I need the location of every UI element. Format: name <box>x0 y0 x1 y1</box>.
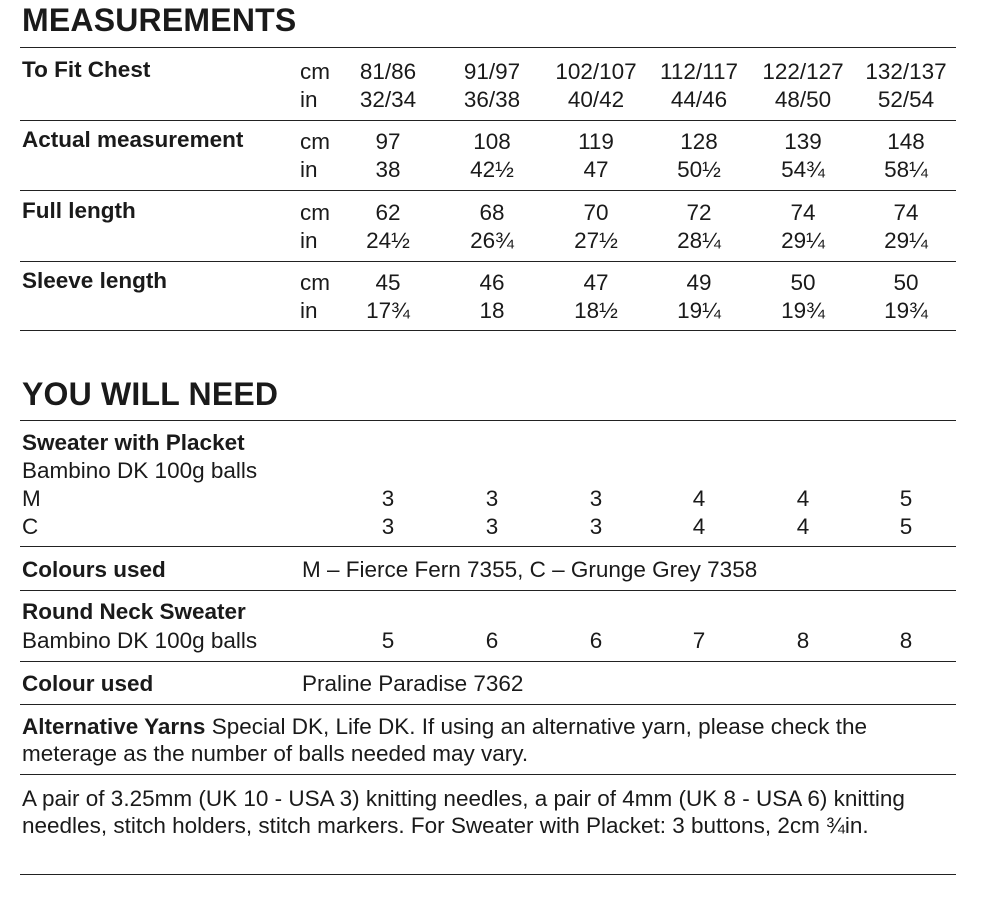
actual-cm-2: 108 <box>473 129 511 154</box>
sleeve-cm-5: 50 <box>790 270 816 295</box>
chest-cm-1: 81/86 <box>359 59 417 84</box>
actual-cm-6: 148 <box>887 129 925 154</box>
row-label-actual-measurement: Actual measurement <box>22 127 244 152</box>
round-neck-balls-4: 7 <box>692 628 706 653</box>
colour-used-value: Praline Paradise 7362 <box>302 671 524 696</box>
divider <box>20 190 956 191</box>
unit-in: in <box>300 87 318 112</box>
row-label-full-length: Full length <box>22 198 136 223</box>
actual-in-1: 38 <box>375 157 401 182</box>
sleeve-in-5: 19¾ <box>781 298 825 323</box>
length-cm-4: 72 <box>686 200 712 225</box>
length-cm-5: 74 <box>790 200 816 225</box>
chest-cm-3: 102/107 <box>555 59 637 84</box>
length-in-6: 29¼ <box>884 228 928 253</box>
length-in-4: 28¼ <box>677 228 721 253</box>
colour-used-label: Colour used <box>22 671 154 696</box>
round-neck-heading: Round Neck Sweater <box>22 599 246 624</box>
divider <box>20 120 956 121</box>
row-label-sleeve-length: Sleeve length <box>22 268 168 293</box>
placket-m-4: 4 <box>692 486 706 511</box>
sleeve-in-4: 19¼ <box>677 298 721 323</box>
actual-cm-5: 139 <box>784 129 822 154</box>
sleeve-cm-2: 46 <box>479 270 505 295</box>
placket-c-4: 4 <box>692 514 706 539</box>
length-in-2: 26¾ <box>470 228 514 253</box>
actual-cm-4: 128 <box>680 129 718 154</box>
sleeve-in-1: 17¾ <box>366 298 410 323</box>
chest-in-4: 44/46 <box>670 87 728 112</box>
divider <box>20 590 956 591</box>
actual-in-2: 42½ <box>470 157 514 182</box>
sleeve-cm-3: 47 <box>583 270 609 295</box>
unit-in: in <box>300 298 318 323</box>
round-neck-yarn: Bambino DK 100g balls <box>22 628 258 653</box>
colours-used-value: M – Fierce Fern 7355, C – Grunge Grey 7358 <box>302 557 758 582</box>
sleeve-in-6: 19¾ <box>884 298 928 323</box>
placket-yarn: Bambino DK 100g balls <box>22 458 258 483</box>
placket-m-1: 3 <box>381 486 395 511</box>
length-cm-1: 62 <box>375 200 401 225</box>
divider <box>20 774 956 775</box>
divider <box>20 704 956 705</box>
chest-in-5: 48/50 <box>774 87 832 112</box>
sleeve-cm-6: 50 <box>893 270 919 295</box>
alternative-yarns-label: Alternative Yarns <box>22 714 206 739</box>
actual-in-6: 58¼ <box>884 157 928 182</box>
unit-in: in <box>300 157 318 182</box>
sleeve-cm-1: 45 <box>375 270 401 295</box>
length-cm-3: 70 <box>583 200 609 225</box>
placket-c-label: C <box>22 514 39 539</box>
length-in-5: 29¼ <box>781 228 825 253</box>
needles-paragraph: A pair of 3.25mm (UK 10 - USA 3) knitting needles, a pair of 4mm (UK 8 - USA 6) knitting needles, stitch holders, stitch markers. For Sweater with Placket: 3 buttons, 2cm ¾in. <box>22 786 905 838</box>
unit-in: in <box>300 228 318 253</box>
alternative-yarns-text: Special DK, Life DK. If using an alternative yarn, please check the meterage as the number of balls needed may vary. <box>22 714 868 766</box>
row-label-to-fit-chest: To Fit Chest <box>22 57 151 82</box>
placket-m-6: 5 <box>899 486 913 511</box>
colours-used-label: Colours used <box>22 557 166 582</box>
divider <box>20 261 956 262</box>
placket-m-2: 3 <box>485 486 499 511</box>
round-neck-balls-1: 5 <box>381 628 395 653</box>
actual-cm-1: 97 <box>375 129 401 154</box>
divider <box>20 546 956 547</box>
unit-cm: cm <box>300 200 330 225</box>
chest-in-1: 32/34 <box>359 87 417 112</box>
placket-c-2: 3 <box>485 514 499 539</box>
sleeve-in-3: 18½ <box>574 298 618 323</box>
sleeve-cm-4: 49 <box>686 270 712 295</box>
unit-cm: cm <box>300 59 330 84</box>
unit-cm: cm <box>300 129 330 154</box>
sleeve-in-2: 18 <box>479 298 505 323</box>
placket-c-3: 3 <box>589 514 603 539</box>
round-neck-balls-2: 6 <box>485 628 499 653</box>
placket-m-5: 4 <box>796 486 810 511</box>
length-cm-2: 68 <box>479 200 505 225</box>
placket-c-6: 5 <box>899 514 913 539</box>
length-in-3: 27½ <box>574 228 618 253</box>
chest-in-3: 40/42 <box>567 87 625 112</box>
placket-c-1: 3 <box>381 514 395 539</box>
chest-cm-5: 122/127 <box>762 59 844 84</box>
round-neck-balls-5: 8 <box>796 628 810 653</box>
round-neck-balls-3: 6 <box>589 628 603 653</box>
placket-c-5: 4 <box>796 514 810 539</box>
chest-cm-2: 91/97 <box>463 59 521 84</box>
actual-in-3: 47 <box>583 157 609 182</box>
actual-cm-3: 119 <box>578 129 614 154</box>
unit-cm: cm <box>300 270 330 295</box>
placket-heading: Sweater with Placket <box>22 430 245 455</box>
chest-cm-4: 112/117 <box>660 59 738 84</box>
length-in-1: 24½ <box>366 228 410 253</box>
placket-m-3: 3 <box>589 486 603 511</box>
actual-in-5: 54¾ <box>781 157 825 182</box>
actual-in-4: 50½ <box>677 157 721 182</box>
divider <box>20 420 956 421</box>
chest-cm-6: 132/137 <box>865 59 947 84</box>
divider <box>20 330 956 331</box>
alternative-yarns-paragraph <box>22 713 952 767</box>
you-will-need-title: YOU WILL NEED <box>22 376 279 412</box>
divider <box>20 661 956 662</box>
round-neck-balls-6: 8 <box>899 628 913 653</box>
measurements-title: MEASUREMENTS <box>22 2 297 38</box>
divider <box>20 47 956 48</box>
divider <box>20 874 956 875</box>
chest-in-6: 52/54 <box>877 87 935 112</box>
chest-in-2: 36/38 <box>463 87 521 112</box>
length-cm-6: 74 <box>893 200 919 225</box>
placket-m-label: M <box>22 486 41 511</box>
